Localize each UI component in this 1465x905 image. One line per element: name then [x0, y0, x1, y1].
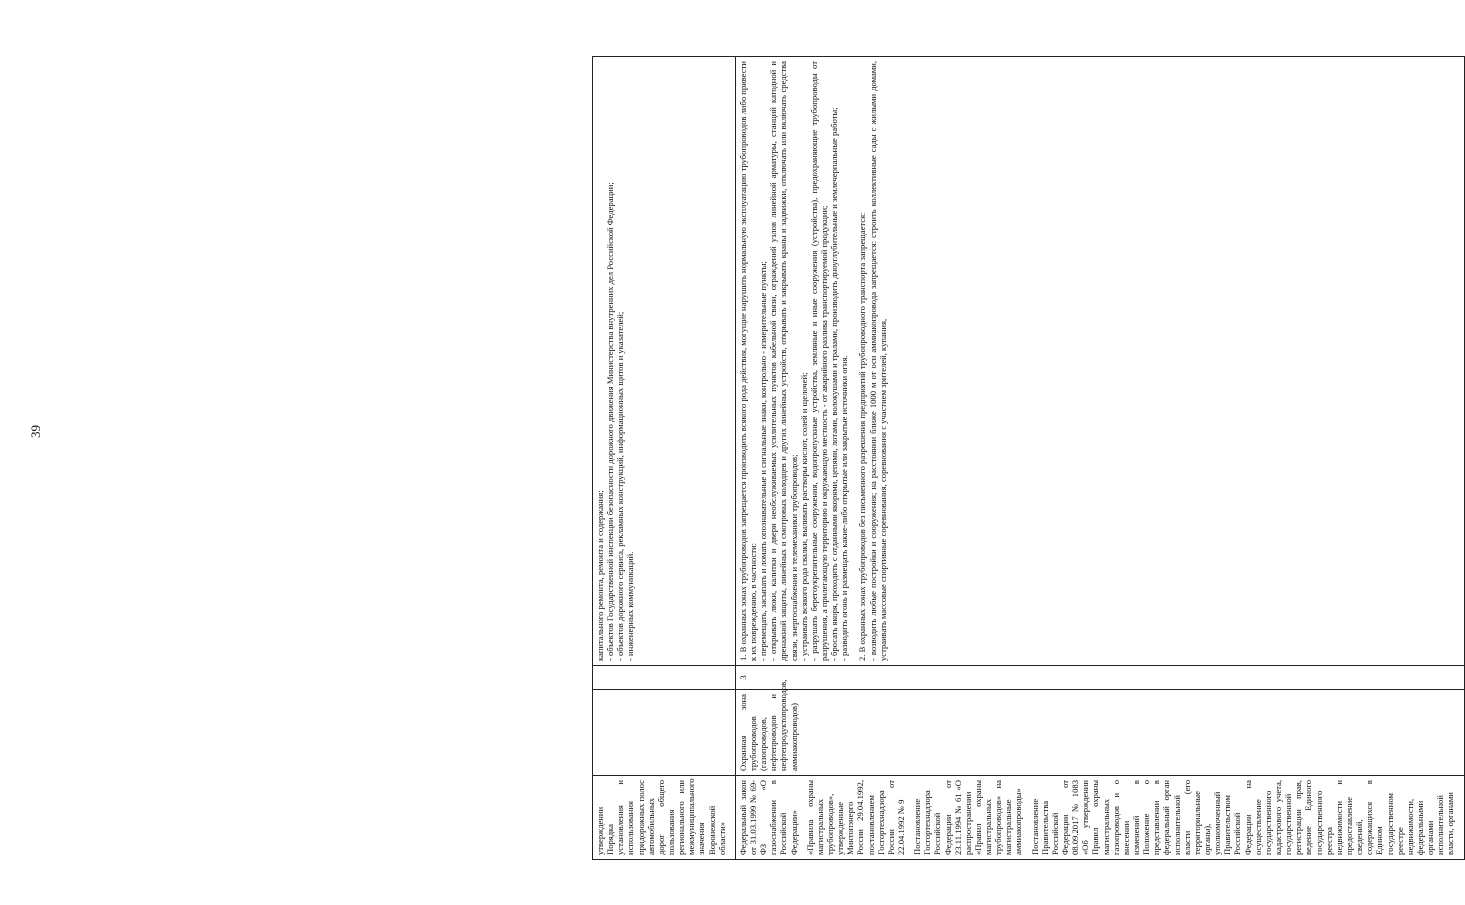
restriction-item: - возводить любые постройки и сооружения; на расстоянии ближе 1000 м от оси аммиакопровода запрещается: строить коллективные сады с жилыми домами, устраивать массовые спортивные соревнования, соревнования с участием зрителей, купания,: [867, 61, 888, 661]
zone-name-cell: Охранная зона трубопроводов (газопроводов, нефтепроводов и нефтепродуктопроводов, аммиакопроводов): [735, 690, 1464, 776]
restrictions-list: [595, 61, 636, 661]
table-row: [593, 57, 736, 860]
basis-document: Постановление Правительства Российской Федерации от 08.09.2017 № 1083 «Об утверждении Правил охраны магистральных газопроводов и о внесении изменений в Положение о представлении в федеральный орган исполнительной власти (его территориальные органы), уполномоченный Правительством Российской Федерации на осуществление государственного кадастрового учета, государственной регистрации прав, ведение Единого государственного реестра недвижимости и предоставление сведений, содержащихся в Едином государственном реестре недвижимости, федеральными органами исполнительной власти, органами: [1029, 780, 1456, 855]
restriction-item: - разводить огонь и размещать какие-либо открытые или закрытые источники огня.: [839, 355, 850, 661]
row-number-cell: 3: [735, 666, 1464, 690]
rotated-table-page: [592, 57, 1456, 860]
restriction-item: - устраивать всякого рода свалки, выливать растворы кислот, солей и щелочей;: [798, 372, 809, 661]
basis-list: [595, 780, 727, 855]
zone-name-cell: [593, 690, 736, 776]
basis-document: Постановление Госгортехнадзора Российской Федерации от 23.11.1994 № 61 «О распространении «Правил охраны магистральных трубопроводов» на магистральные аммиакопроводы»: [912, 780, 1024, 855]
restriction-item: капитального ремонта, ремонта и содержания;: [595, 490, 605, 661]
row-number-cell: [593, 666, 736, 690]
basis-list: [738, 780, 1456, 855]
restrictions-cell: [735, 57, 1464, 666]
restriction-item: - перемещать, засыпать и ломать опознавательные и сигнальные знаки, контрольно - измерительные пункты;: [758, 261, 769, 661]
restriction-item: - разрушать берегоукрепительные сооружения, водопропускные устройства, земляные и иные сооружения (устройства), предохраняющие трубопроводы от разрушения, а прилегающую территорию и окружающую местность - от аварийного разлива транспортируемой продукции;: [808, 61, 829, 661]
basis-document: «Правила охраны магистральных трубопроводов», утвержденные Минтопэнерго России 29.04.1992, постановлением Госгортехнадзора России от 22.04.1992 № 9: [804, 780, 906, 855]
basis-document: утверждении Порядка установления и использования придорожных полос автомобильных дорог общего пользования регионального или межмуниципального значения Воронежской области»: [595, 778, 727, 855]
basis-cell: [735, 776, 1464, 860]
restrictions-cell: [593, 57, 736, 666]
restriction-item: 2. В охранных зонах трубопроводов без письменного разрешения предприятий трубопроводного транспорта запрещается:: [857, 212, 868, 661]
zones-table: [592, 56, 1465, 860]
basis-cell: [593, 776, 736, 860]
page-number: 39: [28, 425, 43, 438]
restriction-item: - бросать якоря, проходить с отданными якорями, цепями, лотами, волокушами и тралами, производить дноуглубительные и землечерпальные работы;: [829, 107, 840, 661]
restriction-item: - инженерных коммуникаций.: [625, 551, 636, 661]
restriction-item: 1. В охранных зонах трубопроводов запрещается производить всякого рода действия, могущие нарушить нормальную эксплуатацию трубопроводов либо привести к их повреждению, в частности:: [737, 61, 758, 661]
restrictions-list: [738, 61, 888, 661]
table-row: [735, 57, 1464, 860]
restriction-item: - объектов дорожного сервиса, рекламных конструкций, информационных щитов и указателей;: [615, 311, 626, 661]
restriction-item: - объектов Государственной инспекции безопасности дорожного движения Министерства внутренних дел Российской Федерации;: [605, 182, 616, 661]
basis-document: Федеральный закон от 31.03.1999 № 69-ФЗ «О газоснабжении в Российской Федерации»: [737, 780, 799, 855]
restriction-item: - открывать люки, калитки и двери необслуживаемых усилительных пунктов кабельной связи, ограждений узлов линейной арматуры, станций катодной и дренажной защиты, линейных и смотровых колодцев и других линейных устройств, открывать и закрывать краны и задвижки, отключать или включать средства связи, энергоснабжения и телемеханики трубопроводов;: [768, 61, 799, 661]
